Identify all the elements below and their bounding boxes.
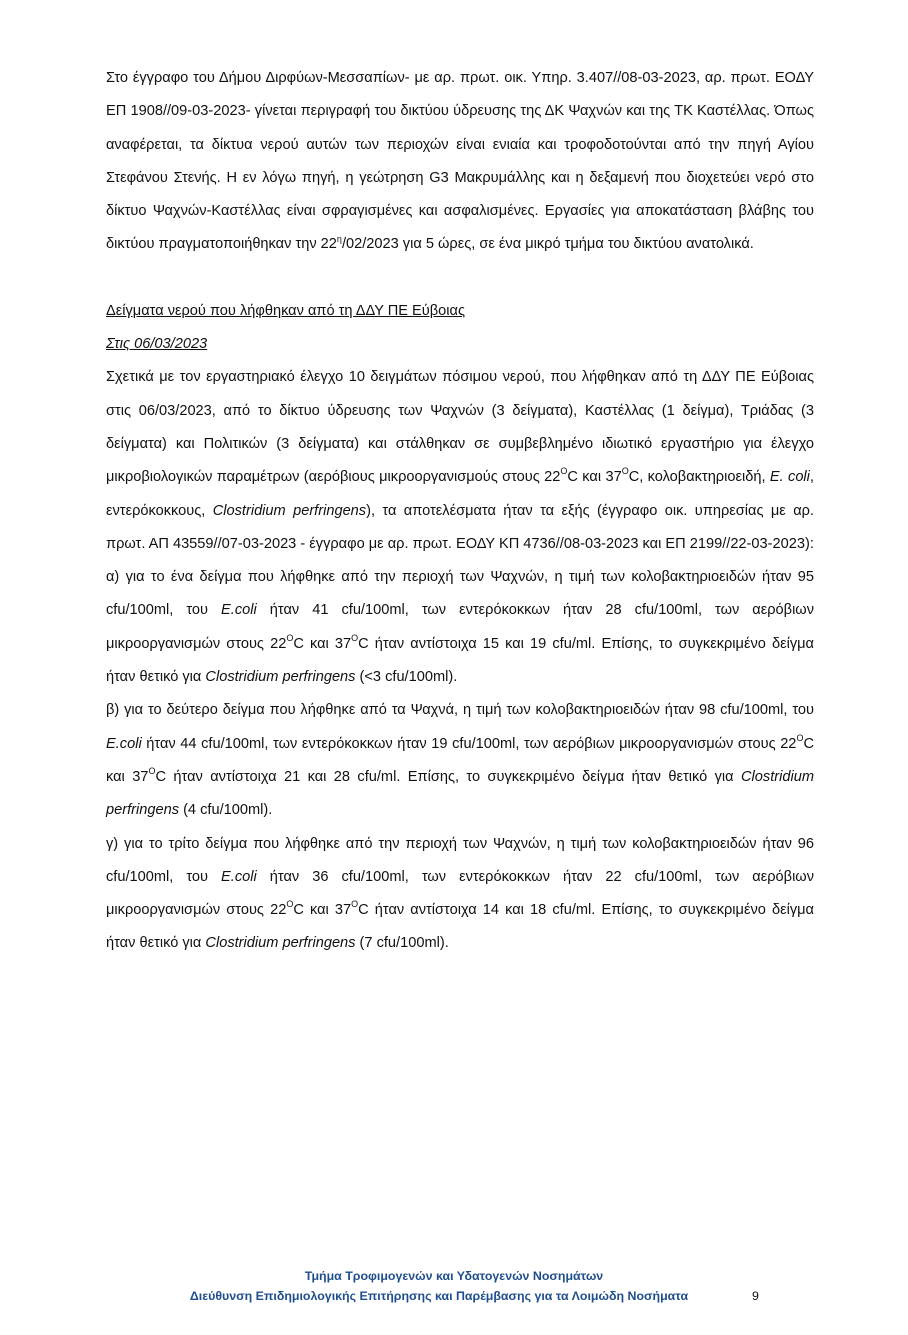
page-number: 9 bbox=[752, 1289, 759, 1303]
lab-text: , εντερόκοκκους, bbox=[106, 469, 814, 519]
sample-paragraph-c bbox=[106, 828, 814, 961]
lab-text: Σχετικά με τον εργαστηριακό έλεγχο 10 δειγμάτων πόσιμου νερού, που λήφθηκαν από τη ΔΔΥ ΠΕ Εύβοιας στις 06/03/2023, από το δίκτυο ύδρευσης των Ψαχνών (3 δείγματα), Καστέλλας (1 δείγμα), Τριάδας (3 δείγματα) και Πολιτικών (3 δείγματα) και στάλθηκαν σε συμβεβλημένο ιδιωτικό εργαστήριο για έλεγχο μικροβιολογικών παραμέτρων (αερόβιους μικροοργανισμούς στους 22 bbox=[106, 369, 814, 486]
page-footer bbox=[0, 1266, 908, 1306]
section-heading: Δείγματα νερού που λήφθηκαν από τη ΔΔΥ ΠΕ Εύβοιας bbox=[106, 302, 465, 319]
sample-text: ήταν 36 cfu/100ml, των εντερόκοκκων ήταν 22 cfu/100ml, των αερόβιων μικροοργανισμών στους 22 bbox=[106, 868, 814, 919]
intro-paragraph bbox=[106, 62, 814, 262]
sample-text: (<3 cfu/100ml). bbox=[355, 669, 458, 686]
lab-text: C, κολοβακτηριοειδή, bbox=[628, 469, 770, 486]
sample-text: C και 37 bbox=[293, 635, 352, 652]
lab-text: C και 37 bbox=[567, 469, 622, 486]
degree-superscript: O bbox=[621, 466, 629, 477]
species-ecoli: E. coli bbox=[769, 469, 810, 486]
species-clostridium: Clostridium perfringens bbox=[205, 935, 356, 952]
sample-text: ήταν 41 cfu/100ml, των εντερόκοκκων ήταν 28 cfu/100ml, των αερόβιων μικροοργανισμών στους 22 bbox=[106, 602, 814, 652]
species-clostridium: Clostridium perfringens bbox=[212, 502, 367, 519]
degree-superscript: O bbox=[560, 466, 568, 477]
degree-superscript: O bbox=[351, 632, 359, 643]
lab-paragraph bbox=[106, 361, 814, 561]
ordinal-superscript: η bbox=[336, 233, 342, 244]
sample-text: C ήταν αντίστοιχα 14 και 18 cfu/ml. Επίσης, το συγκεκριμένο δείγμα ήταν θετικό για bbox=[106, 902, 814, 952]
species-ecoli: E.coli bbox=[106, 735, 142, 752]
sample-text: C και 37 bbox=[293, 902, 352, 919]
sample-paragraph-b bbox=[106, 694, 814, 827]
species-ecoli: E.coli bbox=[221, 868, 257, 885]
date-heading: Στις 06/03/2023 bbox=[106, 336, 208, 353]
sample-text: C και 37 bbox=[106, 735, 814, 785]
degree-superscript: O bbox=[286, 899, 294, 910]
sample-paragraph-a bbox=[106, 561, 814, 694]
sample-text: β) για το δεύτερο δείγμα που λήφθηκε από τα Ψαχνά, η τιμή των κολοβακτηριοειδών ήταν 98 cfu/100ml, του bbox=[106, 702, 814, 719]
footer-directorate: Διεύθυνση Επιδημιολογικής Επιτήρησης και Παρέμβασης για τα Λοιμώδη Νοσήματα bbox=[189, 1289, 689, 1303]
sample-text: α) για το ένα δείγμα που λήφθηκε από την περιοχή των Ψαχνών, η τιμή των κολοβακτηριοειδών ήταν 95 cfu/100ml, του bbox=[106, 569, 814, 619]
footer-department: Τμήμα Τροφιμογενών και Υδατογενών Νοσημάτων bbox=[304, 1269, 604, 1283]
sample-text: ήταν 44 cfu/100ml, των εντερόκοκκων ήταν 19 cfu/100ml, των αερόβιων μικροοργανισμών στους 22 bbox=[141, 735, 797, 752]
sample-text: C ήταν αντίστοιχα 15 και 19 cfu/ml. Επίσης, το συγκεκριμένο δείγμα ήταν θετικό για bbox=[106, 635, 814, 686]
sample-text: (4 cfu/100ml). bbox=[179, 802, 273, 819]
footer-directorate-row bbox=[0, 1286, 908, 1306]
sample-text: γ) για το τρίτο δείγμα που λήφθηκε από την περιοχή των Ψαχνών, η τιμή των κολοβακτηριοειδών ήταν 96 cfu/100ml, του bbox=[106, 835, 814, 885]
species-clostridium: Clostridium perfringens bbox=[106, 768, 814, 819]
intro-text-end: /02/2023 για 5 ώρες, σε ένα μικρό τμήμα του δικτύου ανατολικά. bbox=[341, 236, 754, 253]
intro-text: Στο έγγραφο του Δήμου Διρφύων-Μεσσαπίων- με αρ. πρωτ. οικ. Υπηρ. 3.407//08-03-2023, αρ. πρωτ. ΕΟΔΥ ΕΠ 1908//09-03-2023- γίνεται περιγραφή του δικτύου ύδρευσης της ΔΚ Ψαχνών και της ΤΚ Καστέλλας. Όπως αναφέρεται, τα δίκτυα νερού αυτών των περιοχών είναι ενιαία και τροφοδοτούνται από την πηγή Αγίου Στεφάνου Στενής. Η εν λόγω πηγή, η γεώτρηση G3 Μακρυμάλλης και η δεξαμενή που διοχετεύει νερό στο δίκτυο Ψαχνών-Καστέλλας είναι σφραγισμένες και ασφαλισμένες. Εργασίες για αποκατάσταση βλάβης του δικτύου πραγματοποιήθηκαν την 22 bbox=[106, 70, 814, 253]
sample-text: (7 cfu/100ml). bbox=[355, 935, 449, 952]
degree-superscript: O bbox=[351, 899, 359, 910]
degree-superscript: O bbox=[796, 732, 804, 743]
degree-superscript: O bbox=[148, 766, 156, 777]
sample-text: C ήταν αντίστοιχα 21 και 28 cfu/ml. Επίσης, το συγκεκριμένο δείγμα ήταν θετικό για bbox=[155, 768, 742, 785]
document-body bbox=[106, 62, 814, 961]
degree-superscript: O bbox=[286, 632, 294, 643]
paragraph-gap bbox=[106, 262, 814, 295]
lab-text: ), τα αποτελέσματα ήταν τα εξής (έγγραφο οικ. υπηρεσίας με αρ. πρωτ. ΑΠ 43559//07-03-2023 - έγγραφο με αρ. πρωτ. ΕΟΔΥ ΚΠ 4736//08-03-2023 και ΕΠ 2199//22-03-2023): bbox=[106, 502, 814, 552]
species-ecoli: E.coli bbox=[221, 602, 257, 619]
species-clostridium: Clostridium perfringens bbox=[205, 669, 356, 686]
